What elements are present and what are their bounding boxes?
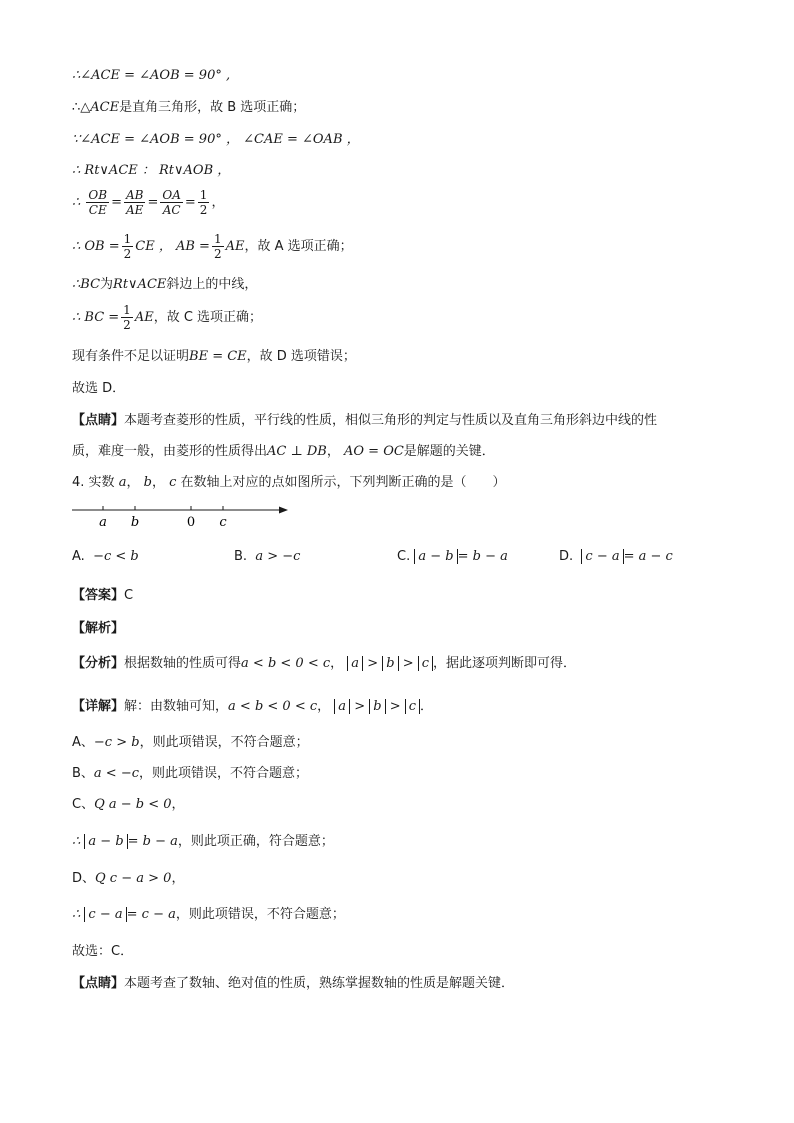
- fraction: $\frac{1}{2}$: [199, 188, 208, 217]
- step-d: D、Q c − a > 0，: [72, 871, 185, 886]
- analysis-heading: 【解析】: [72, 621, 125, 636]
- option-a: A. −c < b: [72, 549, 139, 564]
- step-d-result: ∴ c − a = c − a，则此项错误，不符合题意；: [72, 907, 345, 922]
- question-4: 4. 实数 a， b， c 在数轴上对应的点如图所示，下列判断正确的是（ ）: [72, 475, 506, 490]
- step-c-result: ∴ a − b = b − a，则此项正确，符合题意；: [72, 834, 334, 849]
- number-line-figure: [72, 503, 302, 533]
- number-line-arrow: [279, 507, 288, 514]
- fraction: $\frac{1}{2}$: [123, 303, 131, 332]
- fraction: $\frac{1}{2}$: [213, 232, 222, 261]
- fraction: $\frac{OA}{AC}$: [162, 188, 181, 217]
- line-similar: ∴ Rt∨ACE ： Rt∨AOB ，: [72, 163, 231, 178]
- fraction: $\frac{1}{2}$: [123, 232, 132, 261]
- line-bc: ∴ BC = $\frac{1}{2}$ AE，故 C 选项正确；: [72, 303, 263, 332]
- label-c: c: [219, 515, 227, 530]
- line-choose-d: 故选 D．: [72, 381, 126, 396]
- line-because-angles: ∵∠ACE = ∠AOB = 90° ， ∠CAE = ∠OAB ，: [72, 132, 360, 147]
- line-angle-equal: [72, 67, 230, 85]
- step-b: B、a < −c，则此项错误，不符合题意；: [72, 766, 309, 781]
- fraction: $\frac{OB}{CE}$: [88, 188, 108, 217]
- line-comment-1: 【点睛】本题考查菱形的性质，平行线的性质，相似三角形的判定与性质以及直角三角形斜边中线的性: [72, 413, 658, 428]
- fraction: $\frac{AB}{AE}$: [125, 188, 144, 217]
- option-c: C. a − b = b − a: [397, 549, 508, 564]
- line-ob-ab: ∴ OB = $\frac{1}{2}$ CE ， AB = $\frac{1}{2}$ AE，故 A 选项正确；: [72, 232, 353, 261]
- final-choice: 故选：C．: [72, 944, 134, 959]
- line-median: ∴BC为Rt∨ACE斜边上的中线，: [72, 277, 258, 292]
- analysis-line: 【分析】根据数轴的性质可得a < b < 0 < c， a > b > c ，据此逐项判断即可得．: [72, 656, 577, 671]
- line-comment-2: 质，难度一般，由菱形的性质得出AC ⊥ DB， AO = OC是解题的关键．: [72, 444, 495, 459]
- option-b: B. a > −c: [234, 549, 301, 564]
- answer-line: 【答案】C: [72, 588, 134, 603]
- math-text: ∴∠ACE = ∠AOB = 90° ,: [72, 68, 231, 83]
- step-c: C、Q a − b < 0，: [72, 797, 185, 812]
- option-d: D. c − a = a − c: [559, 549, 673, 564]
- final-comment: 【点睛】本题考查了数轴、绝对值的性质，熟练掌握数轴的性质是解题关键．: [72, 976, 515, 991]
- label-zero: 0: [186, 515, 196, 530]
- line-right-triangle: ∴△ACE是直角三角形，故 B 选项正确；: [72, 100, 306, 115]
- line-be-ce: 现有条件不足以证明BE = CE，故 D 选项错误；: [72, 349, 356, 364]
- step-a: A、−c > b，则此项错误，不符合题意；: [72, 735, 309, 750]
- label-b: b: [130, 515, 140, 530]
- detail-line: 【详解】解：由数轴可知，a < b < 0 < c， a > b > c ．: [72, 699, 434, 714]
- label-a: a: [99, 515, 107, 530]
- line-ratio: ∴ $\frac{OB}{CE}$ = $\frac{AB}{AE}$ = $\frac{OA}{AC}$ = $\frac{1}{2}$ ，: [72, 188, 225, 217]
